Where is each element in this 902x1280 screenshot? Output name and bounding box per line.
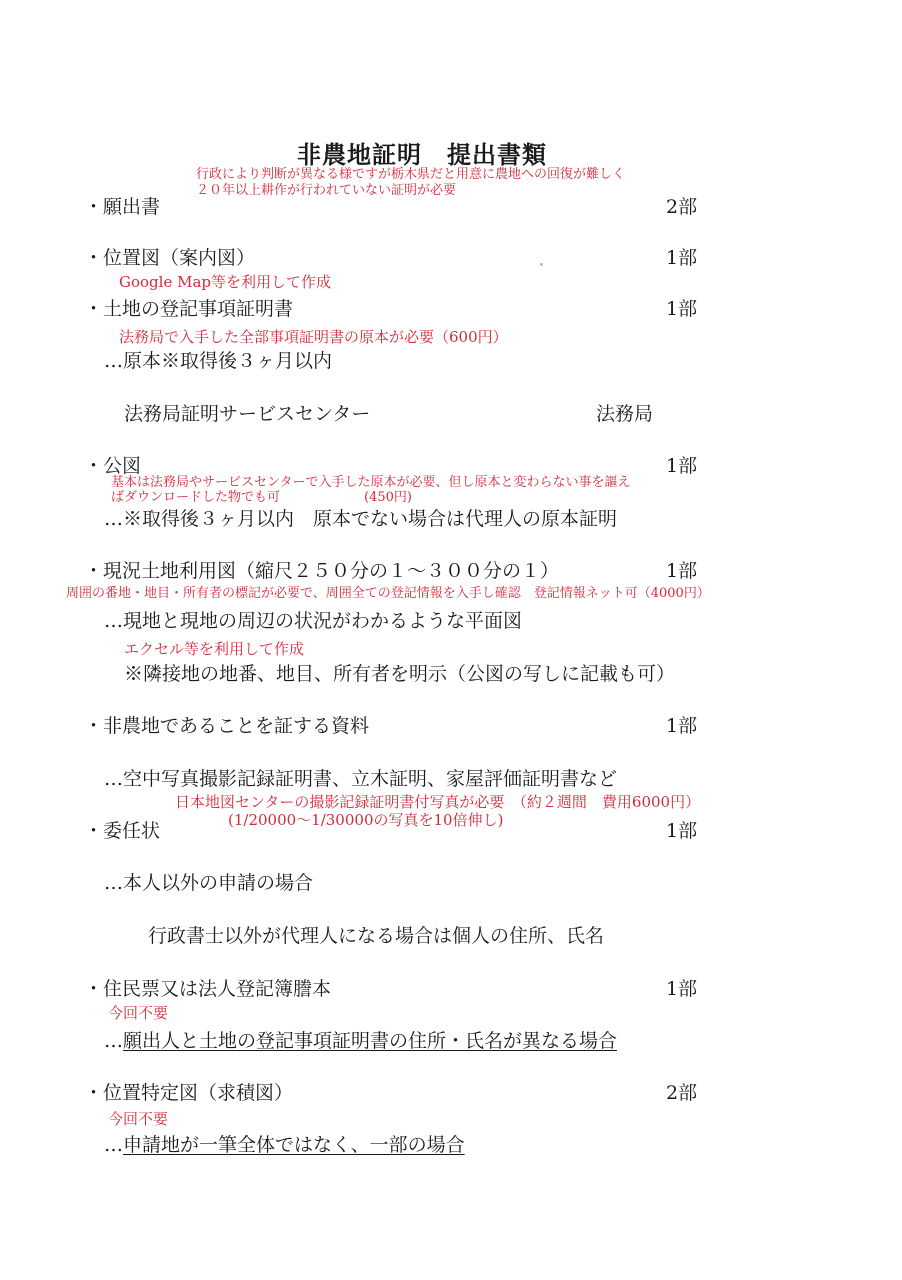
item-cadastral-map-copies: 1部 xyxy=(666,455,698,477)
item-resident-record-label: ・住民票又は法人登記簿謄本 xyxy=(84,978,332,1000)
item-application-copies: 2部 xyxy=(666,196,698,218)
item-resident-record-note: 今回不要 xyxy=(108,1004,169,1022)
item-cadastral-map-note-2: ばダウンロードした物でも可 xyxy=(111,490,281,505)
item-resident-record-copies: 1部 xyxy=(666,978,698,1000)
item-area-map-sub xyxy=(104,1136,465,1155)
item-resident-record-sub-prefix: … xyxy=(104,1030,123,1052)
scan-speck xyxy=(540,263,543,266)
office-legal-affairs: 法務局 xyxy=(596,403,654,425)
item-application-label: ・願出書 xyxy=(84,196,161,218)
item-resident-record-sub-text: 願出人と土地の登記事項証明書の住所・氏名が異なる場合 xyxy=(123,1030,618,1052)
header-note-1: 行政により判断が異なる様ですが栃木県だと用意に農地への回復が難しく xyxy=(196,167,626,182)
item-land-use-map-note-2: エクセル等を利用して作成 xyxy=(124,640,305,658)
item-non-farmland-proof-note-2: (1/20000～1/30000の写真を10倍伸し) xyxy=(228,811,504,829)
item-location-map-label: ・位置図（案内図） xyxy=(84,247,256,269)
item-land-use-map-sub: …現地と現地の周辺の状況がわかるような平面図 xyxy=(104,610,523,632)
header-note-2: ２０年以上耕作が行われていない証明が必要 xyxy=(196,183,457,198)
item-non-farmland-proof-label: ・非農地であることを証する資料 xyxy=(84,715,370,737)
item-land-use-map-sub-2: ※隣接地の地番、地目、所有者を明示（公図の写しに記載も可） xyxy=(124,663,676,685)
item-non-farmland-proof-note: 日本地図センターの撮影記録証明書付写真が必要 （約２週間 費用6000円） xyxy=(175,793,701,811)
item-location-map-note: Google Map等を利用して作成 xyxy=(119,273,331,291)
item-power-of-attorney-label: ・委任状 xyxy=(84,820,161,842)
item-area-map-copies: 2部 xyxy=(666,1082,698,1104)
office-service-center: 法務局証明サービスセンター xyxy=(124,403,371,425)
item-area-map-note: 今回不要 xyxy=(108,1110,169,1128)
item-land-use-map-label: ・現況土地利用図（縮尺２５０分の１～３００分の１） xyxy=(84,560,560,582)
page-title: 非農地証明 提出書類 xyxy=(297,140,547,169)
item-non-farmland-proof-sub: …空中写真撮影記録証明書、立木証明、家屋評価証明書など xyxy=(104,768,618,790)
item-cadastral-map-price: (450円) xyxy=(364,490,412,505)
item-land-use-map-note: 周囲の番地・地目・所有者の標記が必要で、周囲全ての登記情報を入手し確認 登記情報ネット可（4000円） xyxy=(66,586,710,601)
item-land-use-map-copies: 1部 xyxy=(666,560,698,582)
item-area-map-sub-prefix: … xyxy=(104,1134,123,1156)
item-resident-record-sub xyxy=(104,1032,617,1051)
item-non-farmland-proof-copies: 1部 xyxy=(666,715,698,737)
item-location-map-copies: 1部 xyxy=(666,247,698,269)
item-registry-cert-note: 法務局で入手した全部事項証明書の原本が必要（600円） xyxy=(119,328,508,346)
item-power-of-attorney-sub-2: 行政書士以外が代理人になる場合は個人の住所、氏名 xyxy=(148,925,605,947)
item-power-of-attorney-sub: …本人以外の申請の場合 xyxy=(104,872,314,894)
item-area-map-label: ・位置特定図（求積図） xyxy=(84,1082,294,1104)
item-registry-cert-sub: …原本※取得後３ヶ月以内 xyxy=(104,350,333,372)
item-area-map-sub-text: 申請地が一筆全体ではなく、一部の場合 xyxy=(123,1134,465,1156)
item-cadastral-map-note-1: 基本は法務局やサービスセンターで入手した原本が必要、但し原本と変わらない事を謳え xyxy=(111,475,631,490)
item-registry-cert-copies: 1部 xyxy=(666,298,698,320)
item-cadastral-map-sub: …※取得後３ヶ月以内 原本でない場合は代理人の原本証明 xyxy=(104,508,618,530)
item-power-of-attorney-copies: 1部 xyxy=(666,820,698,842)
item-cadastral-map-label: ・公図 xyxy=(84,455,142,477)
item-registry-cert-label: ・土地の登記事項証明書 xyxy=(84,298,294,320)
